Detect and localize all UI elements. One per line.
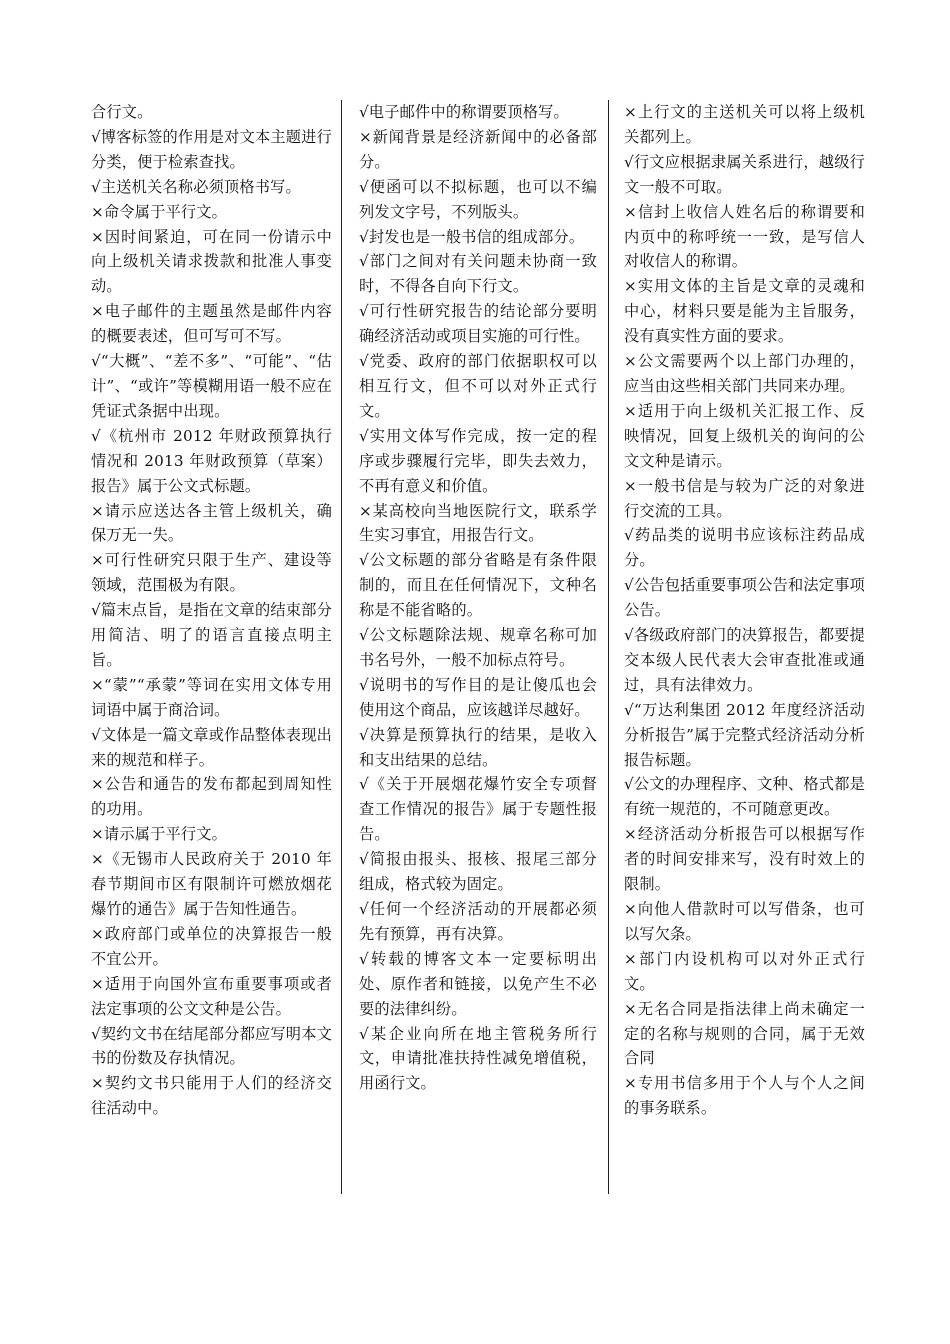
statement-item: √部门之间对有关问题未协商一致时，不得各自向下行文。	[359, 252, 597, 296]
statement-item: ×实用文体的主旨是文章的灵魂和中心，材料只要是能为主旨服务，没有真实性方面的要求。	[624, 277, 865, 346]
column-2	[359, 100, 597, 1196]
statement-item: ×公告和通告的发布都起到周知性的功用。	[91, 775, 332, 819]
statement-item: √简报由报头、报核、报尾三部分组成，格式较为固定。	[359, 850, 597, 894]
statement-item: ×契约文书只能用于人们的经济交往活动中。	[91, 1074, 332, 1118]
statement-item: ×无名合同是指法律上尚未确定一定的名称与规则的合同，属于无效合同	[624, 999, 865, 1068]
statement-item: √行文应根据隶属关系进行，越级行文一般不可取。	[624, 152, 865, 196]
statement-item: ×适用于向国外宣布重要事项或者法定事项的公文文种是公告。	[91, 974, 332, 1018]
statement-item: √转载的博客文本一定要标明出处、原作者和链接，以免产生不必要的法律纠纷。	[359, 949, 597, 1018]
statement-item: √《关于开展烟花爆竹安全专项督查工作情况的报告》属于专题性报告。	[359, 775, 597, 844]
statement-item: √某企业向所在地主管税务所行文，申请批准扶持性减免增值税，用函行文。	[359, 1024, 597, 1093]
statement-item: √公文的办理程序、文种、格式都是有统一规范的，不可随意更改。	[624, 775, 865, 819]
statement-item: √封发也是一般书信的组成部分。	[359, 227, 585, 246]
statement-item: √任何一个经济活动的开展都必须先有预算，再有决算。	[359, 900, 597, 943]
statement-item: ×某高校向当地医院行文，联系学生实习事宜，用报告行文。	[359, 501, 597, 545]
statement-item: √博客标签的作用是对文本主题进行分类，便于检索查找。	[91, 127, 332, 171]
statement-item: ×请示属于平行文。	[91, 825, 228, 844]
statement-item: ×适用于向上级机关汇报工作、反映情况，回复上级机关的询问的公文文种是请示。	[624, 401, 865, 470]
statement-item: ×向他人借款时可以写借条，也可以写欠条。	[624, 900, 865, 943]
statement-item: ×请示应送达各主管上级机关，确保万无一失。	[91, 501, 332, 545]
statement-item: √“大概”、“差不多”、“可能”、“估计”、“或许”等模糊用语一般不应在凭证式条据中出现。	[91, 352, 332, 420]
statement-item: √《杭州市 2012 年财政预算执行情况和 2013 年财政预算（草案）报告》属于公文式标题。	[91, 426, 332, 495]
statement-item: ×因时间紧迫，可在同一份请示中向上级机关请求拨款和批准人事变动。	[91, 227, 332, 296]
statement-item: ×可行性研究只限于生产、建设等领域，范围极为有限。	[91, 551, 332, 595]
statement-item: ×经济活动分析报告可以根据写作者的时间安排来写，没有时效上的限制。	[624, 825, 865, 894]
statement-item: √“万达利集团 2012 年度经济活动分析报告”属于完整式经济活动分析报告标题。	[624, 700, 865, 769]
statement-item: √主送机关名称必须顶格书写。	[91, 177, 301, 196]
statement-item: ×新闻背景是经济新闻中的必备部分。	[359, 127, 597, 171]
statement-item: √篇末点旨，是指在文章的结束部分用简洁、明了的语言直接点明主旨。	[91, 601, 332, 669]
column-divider	[608, 100, 609, 1194]
statement-item: ×公文需要两个以上部门办理的，应当由这些相关部门共同来办理。	[624, 352, 865, 395]
column-divider	[341, 100, 342, 1194]
statement-item: √电子邮件中的称谓要顶格写。	[359, 103, 569, 121]
statement-item: ×政府部门或单位的决算报告一般不宜公开。	[91, 924, 332, 968]
statement-item: √便函可以不拟标题，也可以不编列发文字号，不列版头。	[359, 177, 597, 221]
statement-item: √药品类的说明书应该标注药品成分。	[624, 526, 865, 570]
statement-item: ×信封上收信人姓名后的称谓要和内页中的称呼统一一致，是写信人对收信人的称谓。	[624, 202, 865, 271]
statement-item: ×一般书信是与较为广泛的对象进行交流的工具。	[624, 476, 865, 520]
statement-item: √公告包括重要事项公告和法定事项公告。	[624, 576, 865, 620]
statement-item: ×命令属于平行文。	[91, 202, 228, 221]
statement-item: √实用文体写作完成，按一定的程序或步骤履行完毕，即失去效力，不再有意义和价值。	[359, 426, 597, 495]
statement-item: √文体是一篇文章或作品整体表现出来的规范和样子。	[91, 725, 332, 769]
statement-item: √说明书的写作目的是让傻瓜也会使用这个商品，应该越详尽越好。	[359, 675, 597, 719]
statement-item: √契约文书在结尾部分都应写明本文书的份数及存执情况。	[91, 1024, 332, 1068]
statement-item: √各级政府部门的决算报告，都要提交本级人民代表大会审查批准或通过，具有法律效力。	[624, 626, 865, 694]
statement-item: √决算是预算执行的结果，是收入和支出结果的总结。	[359, 725, 597, 769]
statement-item: √公文标题的部分省略是有条件限制的，而且在任何情况下，文种名称是不能省略的。	[359, 551, 597, 620]
statement-item: ×部门内设机构可以对外正式行文。	[624, 949, 865, 993]
statement-item: ×专用书信多用于个人与个人之间的事务联系。	[624, 1074, 865, 1118]
statement-item: ×电子邮件的主题虽然是邮件内容的概要表述，但可写可不写。	[91, 302, 332, 346]
statement-item: 合行文。	[91, 103, 153, 121]
statement-item: √公文标题除法规、规章名称可加书名号外，一般不加标点符号。	[359, 626, 597, 669]
statement-item: ×“蒙”“承蒙”等词在实用文体专用词语中属于商洽词。	[91, 675, 332, 719]
statement-item: ×上行文的主送机关可以将上级机关都列上。	[624, 103, 865, 146]
column-1	[91, 100, 332, 1196]
column-3	[624, 100, 865, 1196]
statement-item: √可行性研究报告的结论部分要明确经济活动或项目实施的可行性。	[359, 302, 597, 346]
statement-item: ×《无锡市人民政府关于 2010 年春节期间市区有限制许可燃放烟花爆竹的通告》属于告知性通告。	[91, 850, 332, 918]
statement-item: √党委、政府的部门依据职权可以相互行文，但不可以对外正式行文。	[359, 352, 597, 420]
